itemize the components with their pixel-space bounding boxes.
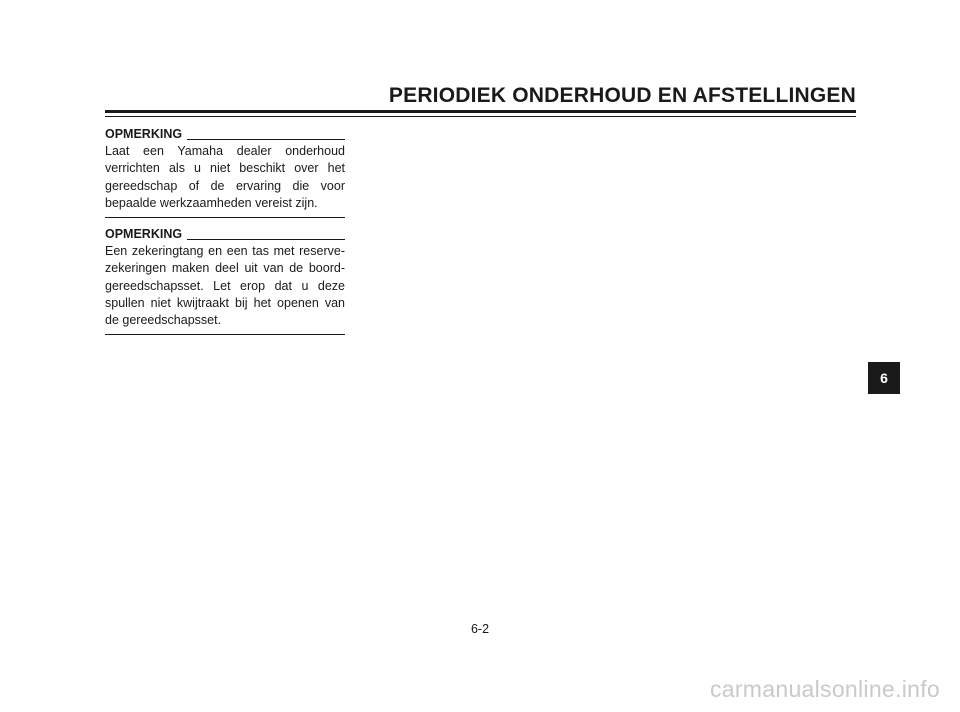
note-heading [105,226,345,243]
note-end-rule [105,217,345,218]
header-rule-thick [105,110,856,113]
note-end-rule [105,334,345,335]
note-heading-rule [187,139,345,140]
note-body: Laat een Yamaha dealer onderhoud verrichten als u niet beschikt over het gereedschap of de ervaring die voor bepaalde werkzaamheden vereist zijn. [105,144,345,210]
note-heading-rule [187,239,345,240]
page-title: PERIODIEK ONDERHOUD EN AFSTELLINGEN [388,84,856,107]
chapter-tab: 6 [868,362,900,394]
note-body: Een zekeringtang en een tas met reserve-zekeringen maken deel uit van de boord-gereedschapsset. Let erop dat u deze spullen niet kwijtraakt bij het openen van de gereedschapsset. [105,244,345,328]
watermark: carmanualsonline.info [709,676,940,702]
note-heading-label: OPMERKING [105,127,183,141]
note-heading [105,126,345,143]
page-number: 6-2 [470,622,490,636]
note-block [105,226,345,335]
note-block [105,126,345,218]
note-heading-label: OPMERKING [105,227,183,241]
header-rule-thin [105,116,856,117]
